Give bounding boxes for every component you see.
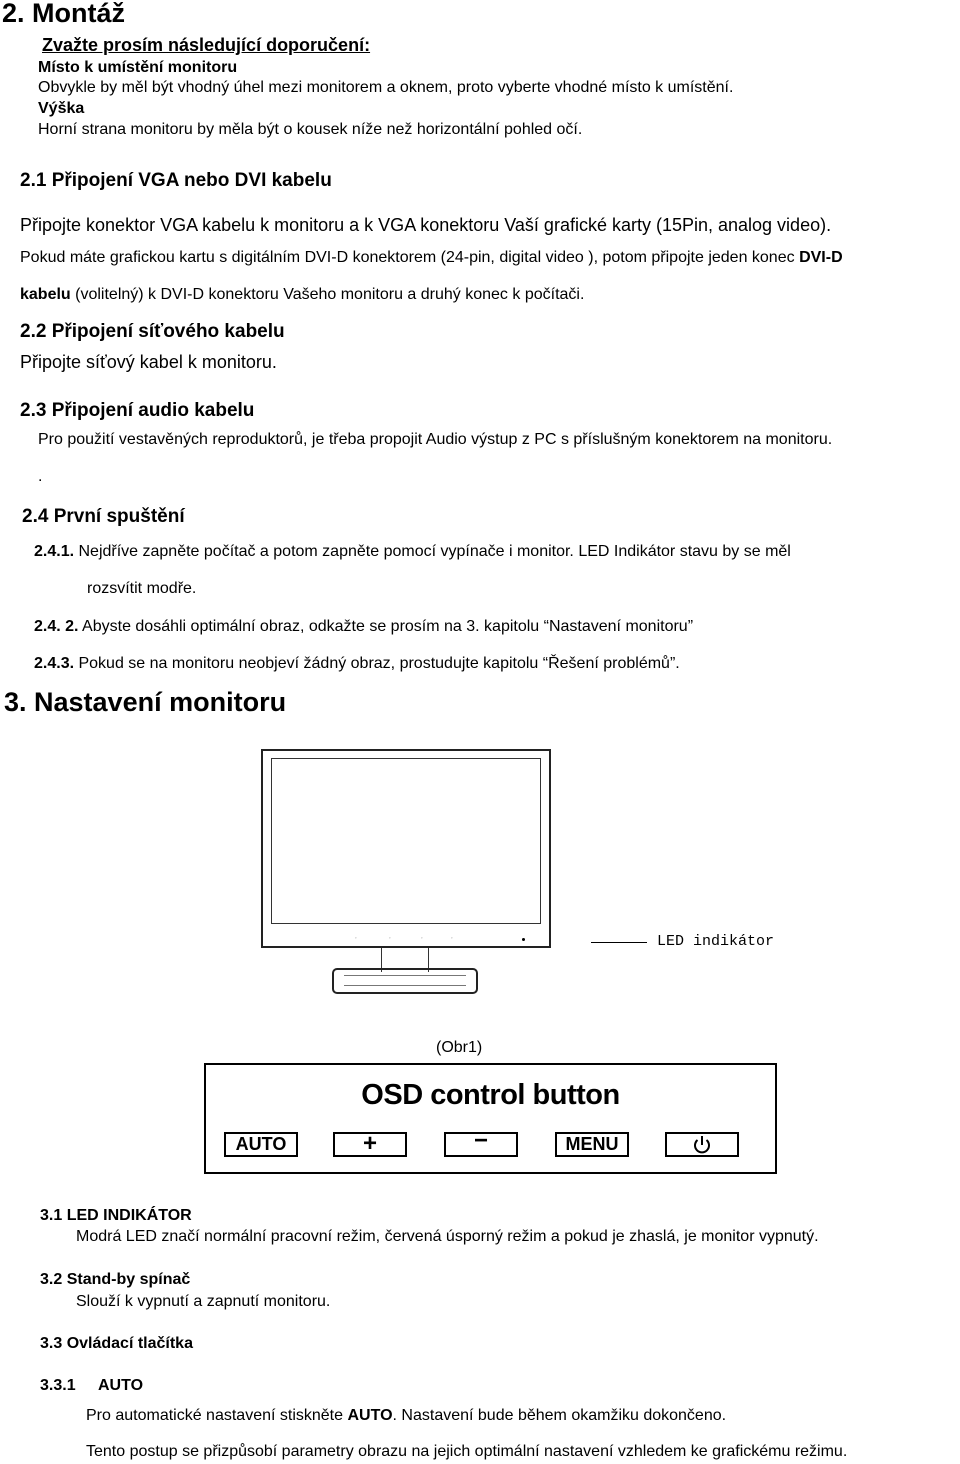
menu-button: MENU xyxy=(555,1132,629,1157)
monitor-mark-1: ▫ xyxy=(355,935,357,940)
section-3-1-title: 3.1 LED INDIKÁTOR xyxy=(40,1207,192,1224)
plus-button: + xyxy=(333,1132,407,1157)
section-3-title: 3. Nastavení monitoru xyxy=(4,687,287,717)
section-2-1-title: 2.1 Připojení VGA nebo DVI kabelu xyxy=(20,170,332,191)
section-3-3-1-title: AUTO xyxy=(98,1377,144,1394)
kabelu-bold: kabelu xyxy=(20,286,71,303)
item-2-4-2-text: Abyste dosáhli optimální obraz, odkažte se prosím na 3. kapitolu “Nastavení monitoru” xyxy=(82,618,694,635)
section-2-4-title: 2.4 První spuštění xyxy=(22,506,185,527)
section-2-1-text2-line xyxy=(20,249,843,267)
item-2-4-2 xyxy=(34,618,693,636)
led-label: LED indikátor xyxy=(657,933,775,950)
place-text: Obvykle by měl být vhodný úhel mezi monitorem a oknem, proto vyberte vhodné místo k umístění. xyxy=(38,79,734,96)
section-3-2-title: 3.2 Stand-by spínač xyxy=(40,1271,191,1288)
section-3-1-text: Modrá LED značí normální pracovní režim, červená úsporný režim a pokud je zhaslá, je monitor vypnutý. xyxy=(76,1228,819,1245)
monitor-mark-2: ▫ xyxy=(389,935,391,940)
dvi-d-bold: DVI-D xyxy=(799,249,843,266)
place-title: Místo k umístění monitoru xyxy=(38,59,238,76)
osd-title: OSD control button xyxy=(361,1079,620,1111)
height-title: Výška xyxy=(38,100,85,117)
section-3-3-1-text xyxy=(86,1407,726,1425)
monitor-mark-3: ▫ xyxy=(421,935,423,940)
section-2-1-text3: (volitelný) k DVI-D konektoru Vašeho monitoru a druhý konec k počítači. xyxy=(75,286,585,303)
section-3-3-1-num: 3.3.1 xyxy=(40,1377,76,1394)
item-2-4-3-num: 2.4.3. xyxy=(34,655,75,672)
recommend-title: Zvažte prosím následující doporučení: xyxy=(42,35,371,55)
led-pointer-line xyxy=(591,942,647,943)
monitor-screen xyxy=(271,758,541,924)
power-icon xyxy=(691,1135,713,1155)
section-2-3-text: Pro použití vestavěných reproduktorů, je třeba propojit Audio výstup z PC s příslušným konektorem na monitoru. xyxy=(38,431,833,448)
section-3-3-title: 3.3 Ovládací tlačítka xyxy=(40,1335,193,1352)
item-2-4-1 xyxy=(34,543,791,561)
section-2-2-text: Připojte síťový kabel k monitoru. xyxy=(20,352,277,372)
auto-text-bold: AUTO xyxy=(347,1407,393,1424)
section-2-1-text1: Připojte konektor VGA kabelu k monitoru a k VGA konektoru Vaší grafické karty (15Pin, analog video). xyxy=(20,215,832,235)
section-2-1-text3-line xyxy=(20,286,584,304)
minus-button: − xyxy=(444,1132,518,1157)
item-2-4-1-text2: rozsvítit modře. xyxy=(87,580,197,597)
height-text: Horní strana monitoru by měla být o kousek níže než horizontální pohled očí. xyxy=(38,121,583,138)
monitor-mark-4: ▫ xyxy=(451,935,453,940)
monitor-illustration xyxy=(261,749,551,948)
monitor-base-detail xyxy=(344,975,466,986)
section-2-title: 2. Montáž xyxy=(2,0,126,28)
section-3-2-text: Slouží k vypnutí a zapnutí monitoru. xyxy=(76,1293,331,1310)
section-2-2-title: 2.2 Připojení síťového kabelu xyxy=(20,321,285,342)
item-2-4-1-num: 2.4.1. xyxy=(34,543,75,560)
section-3-3-1-text2: Tento postup se přizpůsobí parametry obrazu na jejich optimální nastavení vzhledem ke grafickému režimu. xyxy=(86,1443,848,1460)
auto-text-a: Pro automatické nastavení stiskněte xyxy=(86,1407,344,1424)
section-2-3-dot: . xyxy=(38,468,43,485)
item-2-4-3 xyxy=(34,655,680,673)
item-2-4-3-text: Pokud se na monitoru neobjeví žádný obraz, prostudujte kapitolu “Řešení problémů”. xyxy=(78,655,680,672)
led-indicator-dot xyxy=(522,938,525,941)
monitor-base xyxy=(332,968,478,994)
figure-caption: (Obr1) xyxy=(436,1039,483,1056)
power-button xyxy=(665,1132,739,1157)
section-2-3-title: 2.3 Připojení audio kabelu xyxy=(20,400,255,421)
item-2-4-1-text: Nejdříve zapněte počítač a potom zapněte pomocí vypínače i monitor. LED Indikátor stavu by se měl xyxy=(78,543,791,560)
auto-button: AUTO xyxy=(224,1132,298,1157)
item-2-4-2-num: 2.4. 2. xyxy=(34,618,79,635)
auto-text-b: . Nastavení bude během okamžiku dokončeno. xyxy=(392,1407,727,1424)
section-2-1-text2: Pokud máte grafickou kartu s digitálním DVI-D konektorem (24-pin, digital video ), potom připojte jeden konec xyxy=(20,249,795,266)
